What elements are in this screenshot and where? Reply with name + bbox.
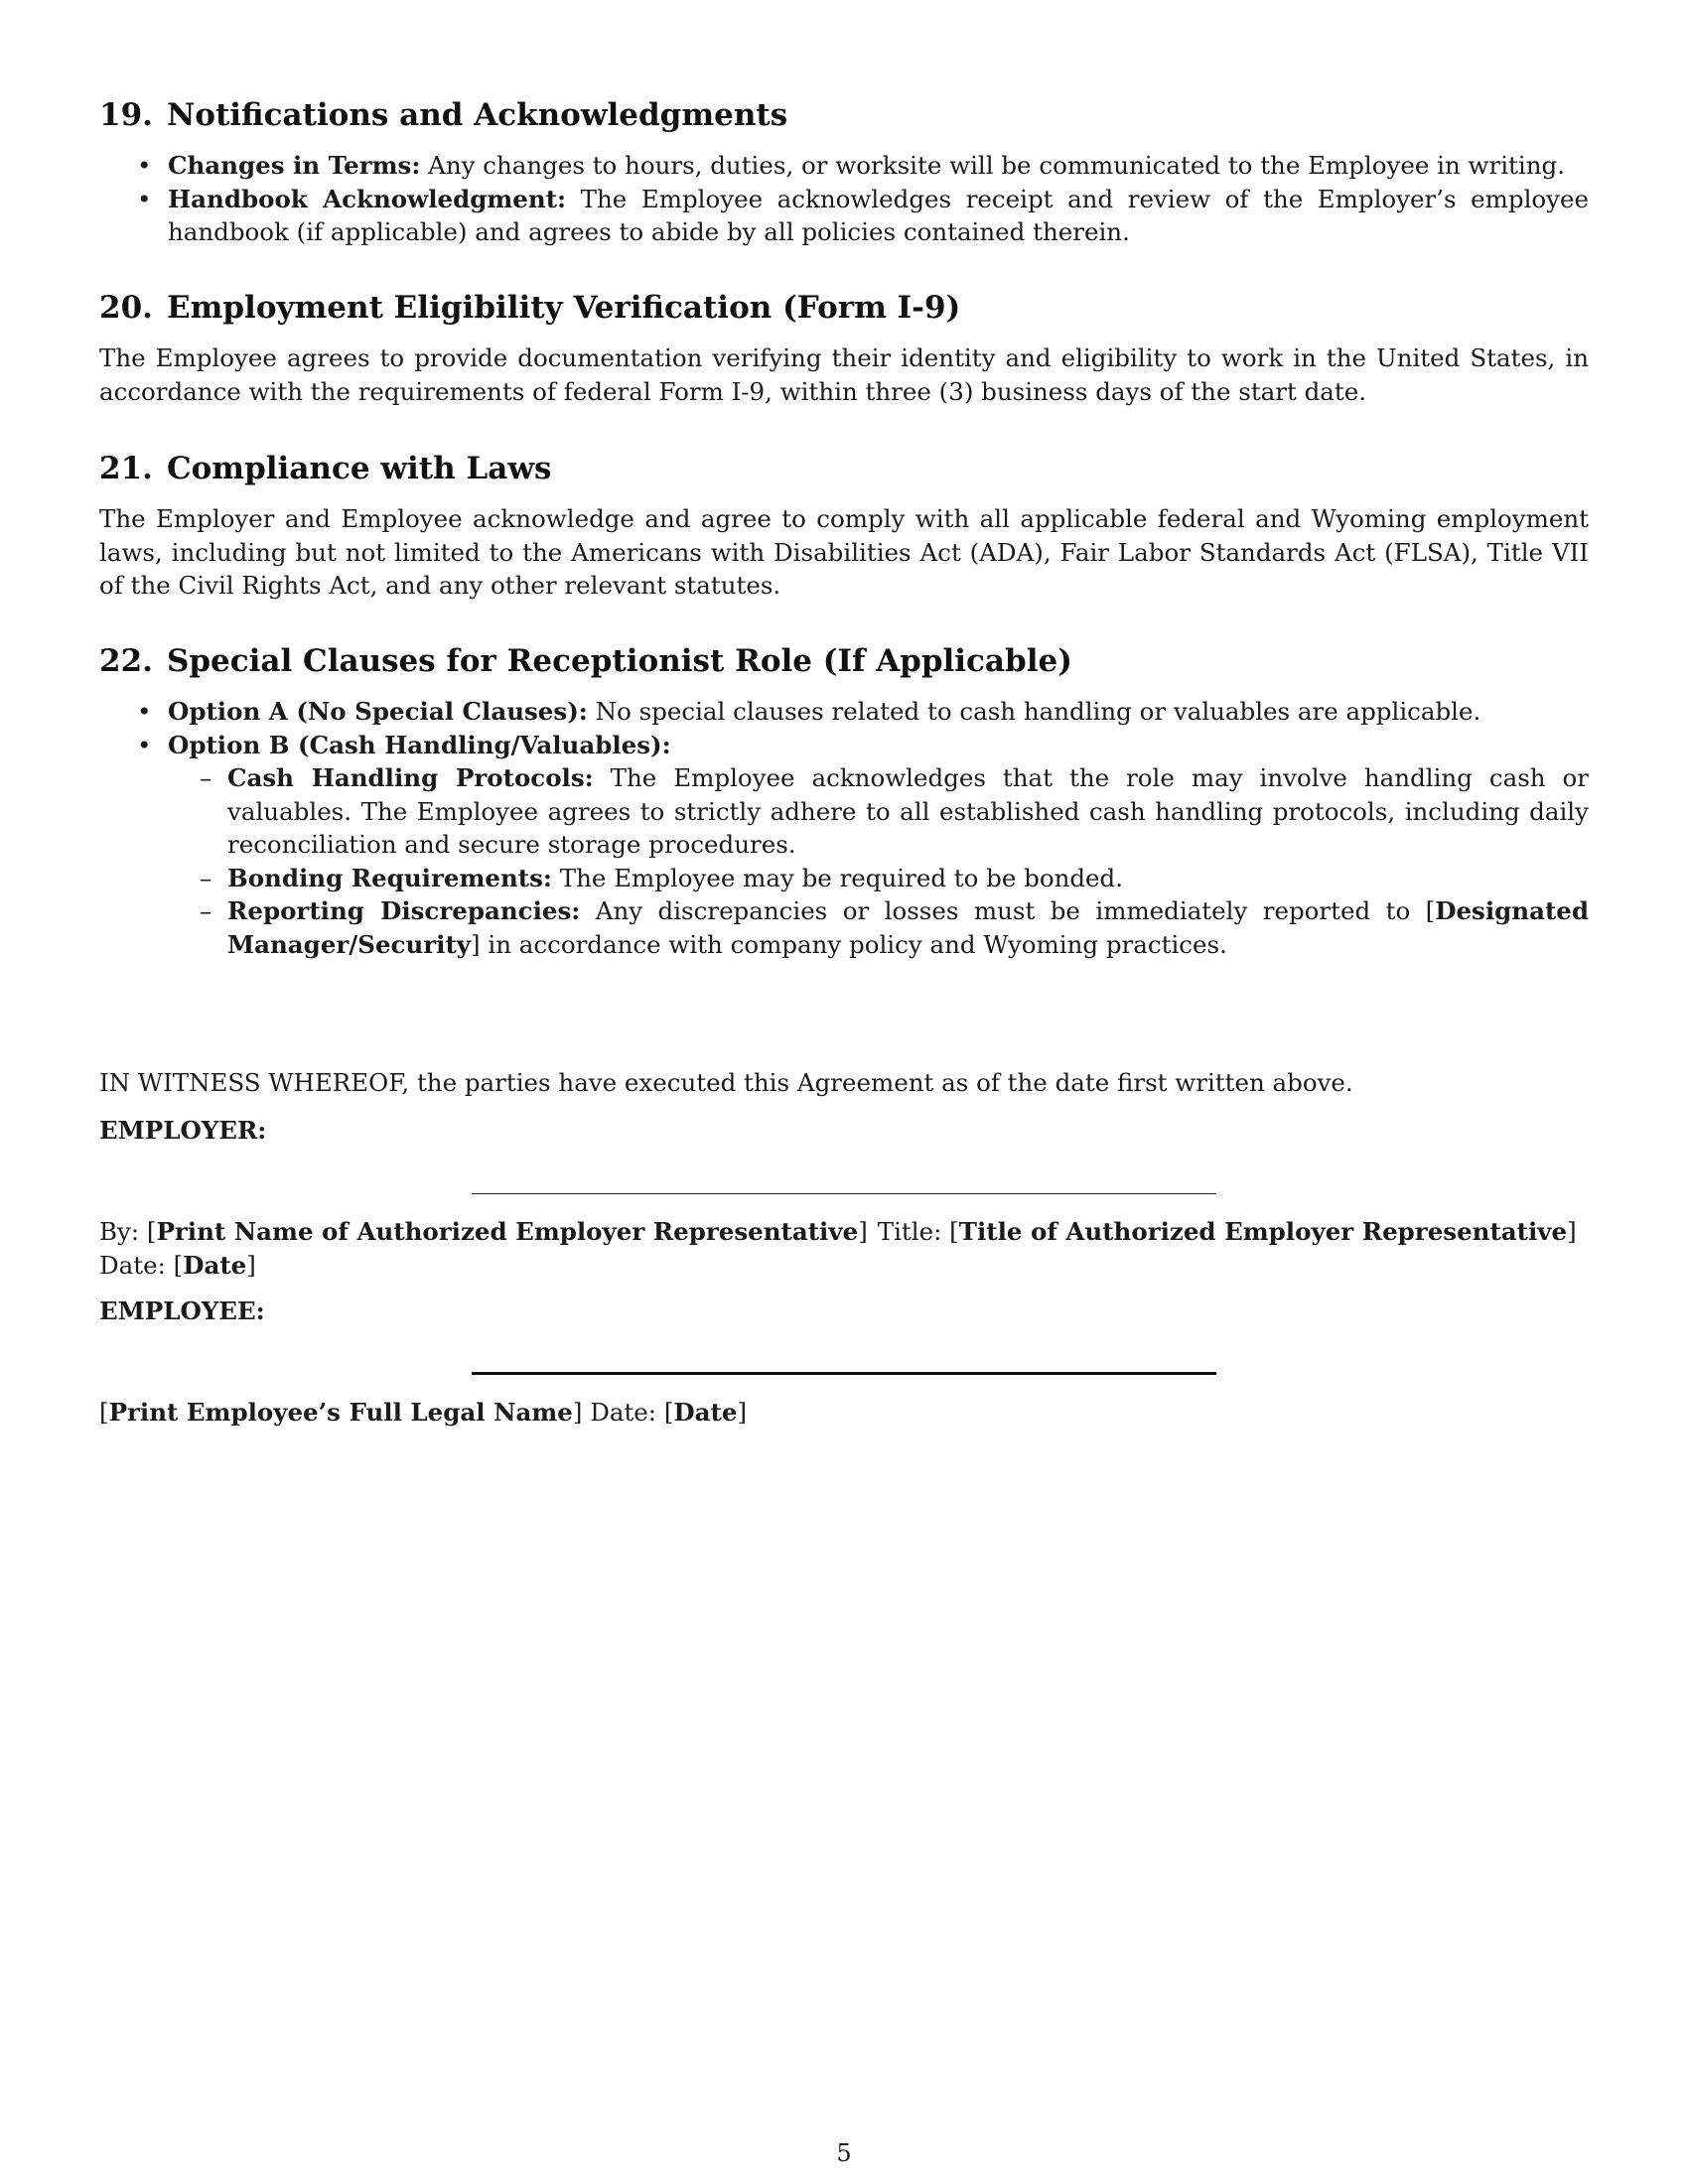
item-text: No special clauses related to cash handling or valuables are applicable. bbox=[587, 697, 1481, 726]
employer-date-placeholder: Date bbox=[183, 1251, 247, 1280]
item-text: Any discrepancies or losses must be immediately reported to [ bbox=[580, 896, 1436, 925]
section-21-body: The Employer and Employee acknowledge and agree to comply with all applicable federal and Wyoming employment laws, including but not limited to the Americans with Disabilities Act (ADA), Fair Labor Standards Act (FLSA), Title VII of the Civil Rights Act, and any other relevant statutes. bbox=[99, 504, 1589, 600]
section-22-heading bbox=[99, 637, 1589, 685]
item-text: The Employee acknowledges that the role may involve handling cash or valuables. The Employee agrees to strictly adhere to all established cash handling protocols, including daily reconciliation and secure storage procedures. bbox=[227, 763, 1589, 859]
section-number: 21. bbox=[99, 451, 153, 486]
section-title: Employment Eligibility Verification (Form I-9) bbox=[166, 290, 961, 326]
employer-by-line bbox=[99, 1215, 1589, 1249]
dash-icon: – bbox=[200, 863, 212, 892]
item-label: Changes in Terms: bbox=[168, 151, 421, 180]
bullet-icon: • bbox=[137, 184, 152, 213]
item-text: The Employee may be required to be bonded. bbox=[551, 863, 1124, 892]
bullet-icon: • bbox=[137, 697, 152, 726]
employee-name-date-line bbox=[99, 1396, 747, 1430]
section-21 bbox=[99, 445, 1589, 603]
employee-name-placeholder: Print Employee’s Full Legal Name bbox=[108, 1398, 573, 1427]
bullet-icon: • bbox=[137, 151, 152, 180]
section-title: Notifications and Acknowledgments bbox=[166, 97, 788, 133]
employee-mid: ] Date: [ bbox=[572, 1398, 674, 1427]
section-22 bbox=[99, 637, 1589, 961]
employer-rep-title-placeholder: Title of Authorized Employer Representative bbox=[958, 1217, 1568, 1246]
employer-signature-line[interactable] bbox=[472, 1193, 1216, 1194]
item-label: Option B (Cash Handling/Valuables): bbox=[168, 730, 671, 759]
date-prefix: Date: [ bbox=[99, 1251, 184, 1280]
section-20 bbox=[99, 284, 1589, 408]
employee-prefix: [ bbox=[99, 1398, 109, 1427]
employer-date-line bbox=[99, 1249, 256, 1283]
section-number: 19. bbox=[99, 97, 153, 133]
item-text: ] in accordance with company policy and Wyoming practices. bbox=[471, 929, 1227, 959]
item-label: Handbook Acknowledgment: bbox=[168, 184, 567, 213]
list-item-option-a bbox=[99, 695, 1589, 729]
section-number: 20. bbox=[99, 290, 153, 326]
bullet-icon: • bbox=[137, 730, 152, 759]
item-label: Bonding Requirements: bbox=[227, 863, 552, 892]
by-prefix: By: [ bbox=[99, 1217, 157, 1246]
list-item bbox=[99, 183, 1589, 249]
section-22-list bbox=[99, 695, 1589, 961]
section-19-list bbox=[99, 149, 1589, 249]
item-label: Option A (No Special Clauses): bbox=[168, 697, 588, 726]
page-number: 5 bbox=[836, 2139, 852, 2167]
employee-signature-line[interactable] bbox=[472, 1372, 1216, 1375]
title-suffix: ] bbox=[1567, 1217, 1577, 1246]
employee-date-placeholder: Date bbox=[673, 1398, 738, 1427]
item-label: Reporting Discrepancies: bbox=[227, 896, 581, 925]
sublist-item bbox=[168, 894, 1589, 961]
item-text: The Employee acknowledges receipt and review of the Employer’s employee handbook (if applicable) and agrees to abide by all policies contained therein. bbox=[168, 184, 1589, 246]
section-21-heading bbox=[99, 445, 1589, 492]
dash-icon: – bbox=[200, 896, 212, 925]
item-text: Any changes to hours, duties, or worksite will be communicated to the Employee in writing. bbox=[420, 151, 1565, 180]
employer-label: EMPLOYER: bbox=[99, 1116, 267, 1145]
section-19-heading bbox=[99, 91, 1589, 139]
dash-icon: – bbox=[200, 763, 212, 792]
section-20-body: The Employee agrees to provide documentation verifying their identity and eligibility to work in the United States, in accordance with the requirements of federal Form I-9, within three (3) business days of the start date. bbox=[99, 343, 1589, 406]
date-suffix: ] bbox=[246, 1251, 256, 1280]
witness-statement: IN WITNESS WHEREOF, the parties have executed this Agreement as of the date first written above. bbox=[99, 1068, 1353, 1097]
sublist-item bbox=[168, 862, 1589, 895]
section-title: Special Clauses for Receptionist Role (If Applicable) bbox=[166, 643, 1072, 679]
title-prefix: Title: [ bbox=[877, 1217, 959, 1246]
section-19 bbox=[99, 91, 1589, 249]
list-item-option-b bbox=[99, 729, 1589, 962]
section-title: Compliance with Laws bbox=[166, 451, 552, 486]
list-item bbox=[99, 149, 1589, 183]
employee-suffix: ] bbox=[737, 1398, 747, 1427]
option-b-sublist bbox=[168, 761, 1589, 961]
employee-label: EMPLOYEE: bbox=[99, 1297, 265, 1325]
section-20-heading bbox=[99, 284, 1589, 332]
section-number: 22. bbox=[99, 643, 153, 679]
employer-rep-name-placeholder: Print Name of Authorized Employer Representative bbox=[156, 1217, 859, 1246]
sublist-item bbox=[168, 761, 1589, 862]
by-suffix: ] bbox=[858, 1217, 868, 1246]
placeholder-text: Designated Manager/Security bbox=[227, 896, 1590, 959]
item-label: Cash Handling Protocols: bbox=[227, 763, 594, 792]
